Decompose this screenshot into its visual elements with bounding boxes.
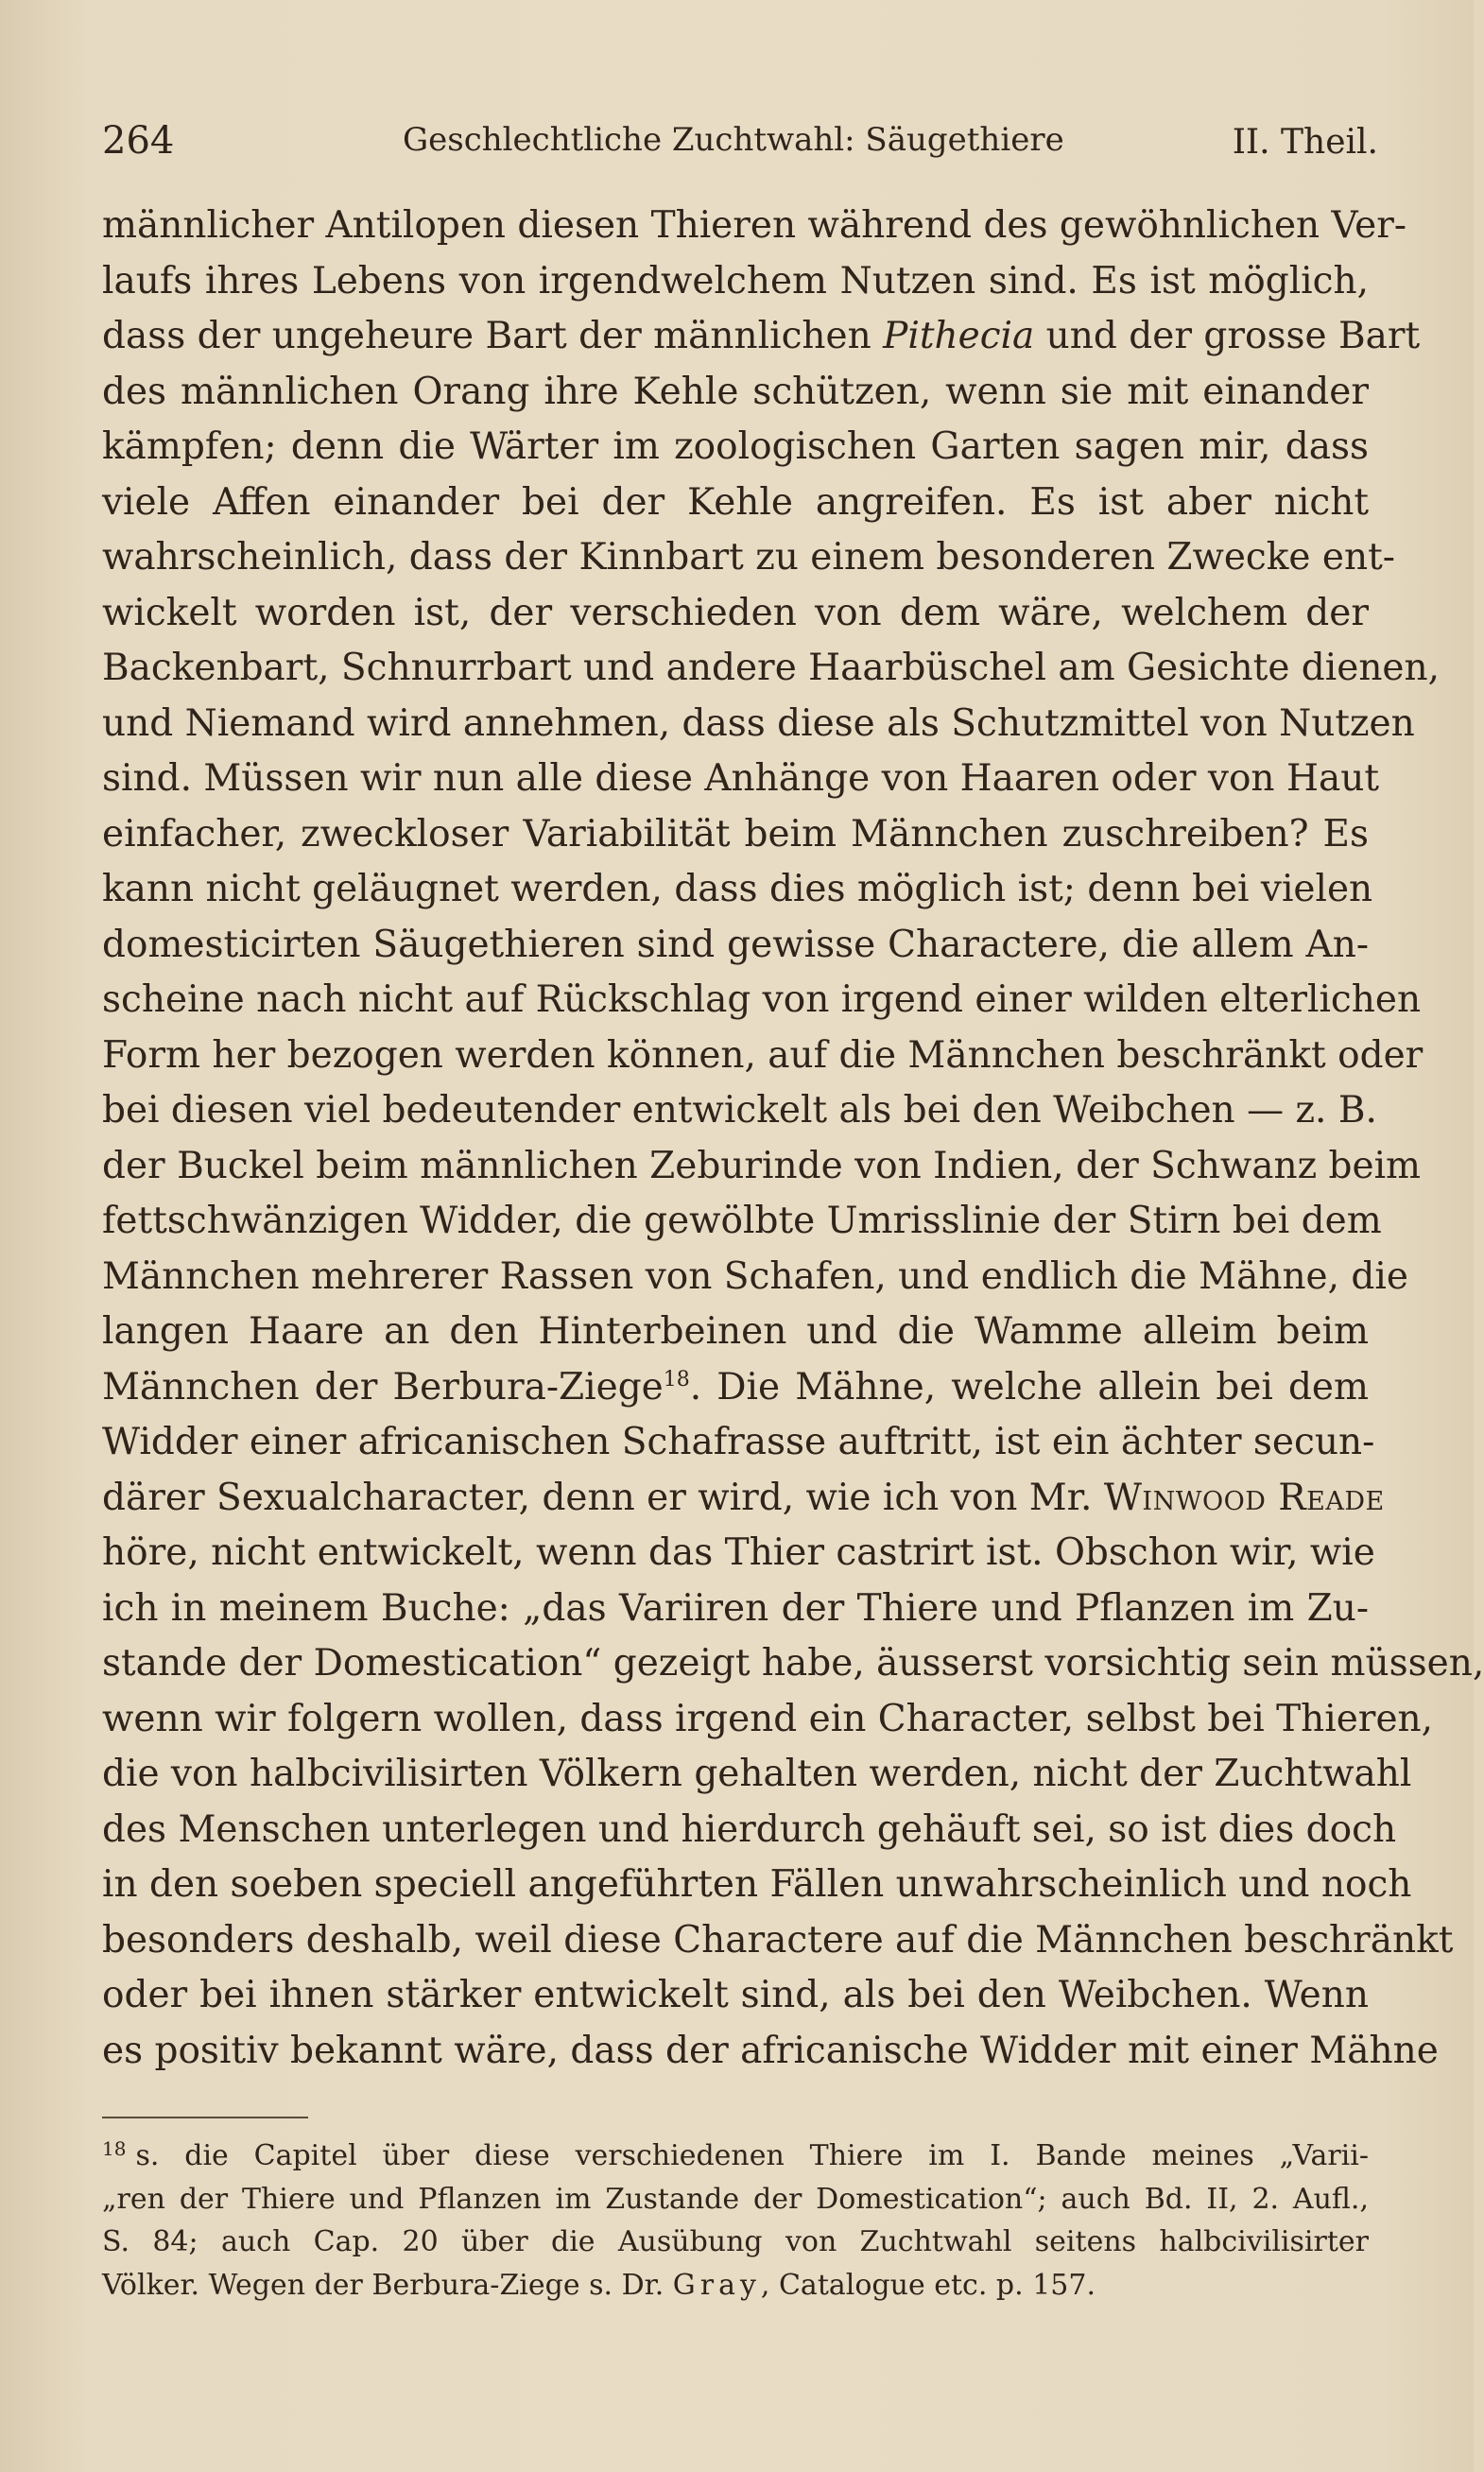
body-text [102,199,1484,2079]
text-line: scheine nach nicht auf Rückschlag von irgend einer wilden elterlichen [102,978,1422,1021]
text-line: bei diesen viel bedeutender entwickelt als bei den Weibchen — z. B. [102,1089,1377,1132]
text-line: männlicher Antilopen diesen Thieren während des gewöhnlichen Ver- [102,204,1407,247]
text-line: es positiv bekannt wäre, dass der africanische Widder mit einer Mähne [102,2029,1439,2072]
text-line: langen Haare an den Hinterbeinen und die Wamme alleim beim [102,1310,1369,1353]
text-line: kann nicht geläugnet werden, dass dies möglich ist; denn bei vielen [102,868,1373,910]
author-name: Gray [672,2268,761,2302]
footnote [102,2135,1369,2307]
text-line [102,1471,1385,1527]
text-line: Backenbart, Schnurrbart und andere Haarbüschel am Gesichte dienen, [102,647,1441,689]
text-segment: Völker. Wegen der Berbura-Ziege s. Dr. [102,2268,673,2302]
text-line: des Menschen unterlegen und hierdurch gehäuft sei, so ist dies doch [102,1807,1397,1851]
footnote-line [102,2178,1369,2221]
text-segment: , Catalogue etc. p. 157. [760,2268,1096,2302]
text-line [102,1360,1369,1416]
part-label: II. Theil. [1232,123,1378,162]
page-header [102,112,1378,168]
text-segment: dass der ungeheure Bart der männlichen [102,315,884,357]
running-title: Geschlechtliche Zuchtwahl: Säugethiere [403,121,1064,159]
footnote-line [102,2135,1369,2178]
text-segment: s. die Capitel über diese verschiedenen Thiere im I. Bande meines „Varii- [135,2139,1369,2172]
text-line: stande der Domestication“ gezeigt habe, äusserst vorsichtig sein müssen, [102,1642,1484,1685]
text-segment: „ren der Thiere und Pflanzen im Zustande der Domestication“; auch Bd. II, 2. Aufl., [102,2182,1369,2216]
text-line: Form her bezogen werden können, auf die Männchen beschränkt oder [102,1033,1424,1077]
text-line: der Buckel beim männlichen Zeburinde von Indien, der Schwanz beim [102,1144,1422,1187]
footnote-line [102,2264,1369,2308]
text-segment: därer Sexualcharacter, denn er wird, wie ich von Mr. [102,1476,1104,1519]
text-line: des männlichen Orang ihre Kehle schützen, wenn sie mit einander [102,370,1369,413]
text-line [102,309,1421,365]
text-line: besonders deshalb, weil diese Charactere auf die Männchen beschränkt [102,1918,1454,1962]
footnote-ref: 18 [663,1367,690,1392]
text-line: Widder einer africanischen Schafrasse auftritt, ist ein ächter secun- [102,1421,1375,1463]
text-segment: . Die Mähne, welche allein bei dem [689,1365,1369,1409]
text-segment: Männchen der Berbura-Ziege [102,1365,664,1409]
text-segment: S. 84; auch Cap. 20 über die Ausübung von Zuchtwahl seitens halbcivilisirter [102,2225,1369,2258]
author-name: Winwood Reade [1103,1476,1385,1519]
text-line: in den soeben speciell angeführten Fällen unwahrscheinlich und noch [102,1863,1412,1906]
italic-term: Pithecia [883,315,1035,357]
text-line: wahrscheinlich, dass der Kinnbart zu einem besonderen Zwecke ent- [102,536,1395,579]
text-line: einfacher, zweckloser Variabilität beim Männchen zuschreiben? Es [102,812,1369,856]
text-line: höre, nicht entwickelt, wenn das Thier castrirt ist. Obschon wir, wie [102,1531,1375,1574]
text-line: domesticirten Säugethieren sind gewisse Charactere, die allem An- [102,923,1369,966]
text-line: kämpfen; denn die Wärter im zoologischen Garten sagen mir, dass [102,425,1369,468]
text-line: und Niemand wird annehmen, dass diese als Schutzmittel von Nutzen [102,701,1415,745]
footnote-rule [102,2117,308,2118]
text-line: viele Affen einander bei der Kehle angreifen. Es ist aber nicht [102,480,1369,524]
page-number: 264 [102,119,175,163]
text-line: wenn wir folgern wollen, dass irgend ein Character, selbst bei Thieren, [102,1697,1434,1740]
text-line: fettschwänzigen Widder, die gewölbte Umrisslinie der Stirn bei dem [102,1200,1382,1242]
text-line: oder bei ihnen stärker entwickelt sind, als bei den Weibchen. Wenn [102,1974,1369,2016]
text-line: ich in meinem Buche: „das Variiren der Thiere und Pflanzen im Zu- [102,1586,1369,1630]
text-line: laufs ihres Lebens von irgendwelchem Nutzen sind. Es ist möglich, [102,259,1369,303]
text-line: sind. Müssen wir nun alle diese Anhänge von Haaren oder von Haut [102,757,1380,800]
footnote-line [102,2221,1369,2264]
text-segment: und der grosse Bart [1034,315,1421,357]
footnote-number: 18 [102,2137,127,2160]
text-line: wickelt worden ist, der verschieden von dem wäre, welchem der [102,591,1369,634]
text-line: die von halbcivilisirten Völkern gehalten werden, nicht der Zuchtwahl [102,1753,1412,1795]
text-line: Männchen mehrerer Rassen von Schafen, und endlich die Mähne, die [102,1254,1408,1298]
